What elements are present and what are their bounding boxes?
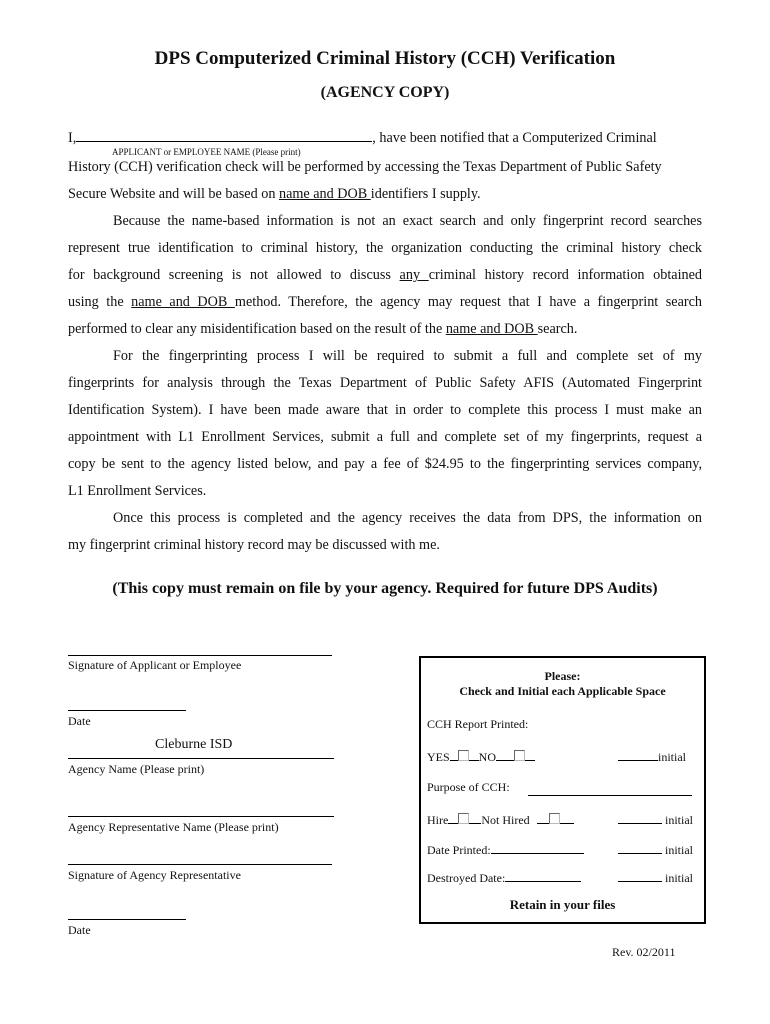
no-label: NO — [478, 750, 497, 764]
hire-blank-b — [469, 823, 481, 824]
date-printed-field[interactable] — [491, 853, 584, 854]
yes-checkbox[interactable] — [458, 750, 469, 761]
no-blank-b — [525, 760, 535, 761]
initial-row-2 — [618, 813, 693, 828]
not-hired-checkbox[interactable] — [549, 813, 560, 824]
initial-field-2[interactable] — [618, 823, 662, 824]
initial-field-1[interactable] — [618, 760, 658, 761]
yes-label: YES — [427, 750, 450, 764]
para2-line-4-underlined: name and DOB — [131, 294, 235, 310]
para2-line-3-b: criminal history record information obtained — [428, 267, 702, 283]
form-title: DPS Computerized Criminal History (CCH) Verification — [154, 48, 616, 69]
hire-blank-a — [448, 823, 458, 824]
revision-label: Rev. 02/2011 — [612, 945, 676, 959]
para2-line-5-underlined: name and DOB — [445, 321, 538, 337]
date-line-1[interactable] — [68, 710, 186, 711]
intro-line-2: History (CCH) verification check will be performed by accessing the Texas Department of Public Safety — [68, 159, 662, 175]
purpose-field[interactable] — [528, 795, 692, 796]
para2-line-4-a: using the — [68, 294, 132, 310]
para2-line-4-b: method. Therefore, the agency may request that I have a fingerprint search — [234, 294, 702, 310]
retain-files-note: Retain in your files — [509, 897, 616, 912]
rep-name-line[interactable] — [68, 816, 334, 817]
date-line-2[interactable] — [68, 919, 186, 920]
purpose-label: Purpose of CCH: — [427, 780, 510, 794]
para2-line-3-underlined: any — [399, 267, 429, 283]
panel-heading: Check and Initial each Applicable Space — [459, 684, 666, 698]
form-subtitle: (AGENCY COPY) — [320, 84, 450, 101]
initial-field-4[interactable] — [618, 881, 662, 882]
para3-line-5: copy be sent to the agency listed below, and pay a fee of $24.95 to the fingerprinting services company, — [68, 456, 702, 472]
para3-line-3: Identification System). I have been made aware that in order to complete this process I must make an — [68, 402, 702, 418]
panel-please: Please: — [544, 669, 581, 683]
intro-line-3-a: Secure Website and will be based on — [68, 186, 279, 202]
agency-name-value[interactable]: Cleburne ISD — [155, 737, 233, 752]
intro-line-3 — [68, 181, 702, 208]
initial-row-1 — [618, 750, 686, 765]
yes-blank-b — [469, 760, 479, 761]
hire-label: Hire — [427, 813, 449, 827]
initial-field-3[interactable] — [618, 853, 662, 854]
rep-signature-label: Signature of Agency Representative — [68, 868, 241, 882]
initial-label-1: initial — [658, 750, 686, 764]
date-printed-label: Date Printed: — [427, 843, 491, 857]
date-label-1: Date — [68, 714, 91, 728]
para2-line-5-b: search. — [537, 321, 578, 337]
date-printed-row — [427, 843, 584, 858]
para2-line-4 — [68, 289, 702, 316]
destroyed-date-field[interactable] — [505, 881, 581, 882]
initial-row-4 — [618, 871, 693, 886]
applicant-name-caption: APPLICANT or EMPLOYEE NAME (Please print) — [112, 147, 301, 157]
para2-line-5-a: performed to clear any misidentification based on the result of the — [68, 321, 446, 337]
purpose-row — [427, 780, 510, 795]
hire-row — [427, 813, 574, 828]
initial-label-2: initial — [665, 813, 693, 827]
para2-line-5 — [68, 316, 702, 343]
para3-line-1: For the fingerprinting process I will be required to submit a full and complete set of my — [113, 348, 702, 364]
rep-signature-line[interactable] — [68, 864, 332, 865]
no-checkbox[interactable] — [514, 750, 525, 761]
para3-line-4: appointment with L1 Enrollment Services, submit a full and complete set of my fingerprints, request a — [68, 429, 702, 445]
para2-line-3-a: for background screening is not allowed to discuss — [68, 267, 400, 283]
para3-line-6: L1 Enrollment Services. — [68, 483, 207, 499]
para2-line-2: represent true identification to criminal history, the organization conducting the criminal history check — [68, 240, 702, 256]
destroyed-date-row — [427, 871, 581, 886]
initial-row-3 — [618, 843, 693, 858]
yes-blank-a — [450, 760, 458, 761]
initial-label-4: initial — [665, 871, 693, 885]
intro-prefix: I, — [68, 130, 77, 146]
intro-line-3-underlined: name and DOB — [278, 186, 371, 202]
para2-line-1: Because the name-based information is not an exact search and only fingerprint record searches — [113, 213, 702, 229]
yes-no-row — [427, 750, 535, 765]
agency-name-line[interactable] — [68, 758, 334, 759]
para4-line-2: my fingerprint criminal history record may be discussed with me. — [68, 537, 440, 553]
applicant-name-field[interactable] — [76, 141, 372, 142]
retention-notice: (This copy must remain on file by your agency. Required for future DPS Audits) — [112, 580, 658, 597]
rep-name-label: Agency Representative Name (Please print) — [68, 820, 279, 834]
intro-line-3-b: identifiers I supply. — [370, 186, 481, 202]
applicant-signature-line[interactable] — [68, 655, 332, 656]
para4-line-1: Once this process is completed and the agency receives the data from DPS, the information on — [113, 510, 702, 526]
hire-checkbox[interactable] — [458, 813, 469, 824]
para3-line-2: fingerprints for analysis through the Texas Department of Public Safety AFIS (Automated Fingerprint — [68, 375, 702, 391]
date-label-2: Date — [68, 923, 91, 937]
destroyed-date-label: Destroyed Date: — [427, 871, 506, 885]
intro-suffix: , have been notified that a Computerized Criminal — [372, 130, 657, 146]
cch-printed-label: CCH Report Printed: — [427, 717, 529, 731]
agency-name-label: Agency Name (Please print) — [68, 762, 205, 776]
para2-line-3 — [68, 262, 702, 289]
not-hired-blank-b — [560, 823, 574, 824]
not-hired-label: Not Hired — [481, 813, 530, 827]
no-blank-a — [496, 760, 514, 761]
initial-label-3: initial — [665, 843, 693, 857]
applicant-signature-label: Signature of Applicant or Employee — [68, 658, 242, 672]
not-hired-blank-a — [537, 823, 549, 824]
